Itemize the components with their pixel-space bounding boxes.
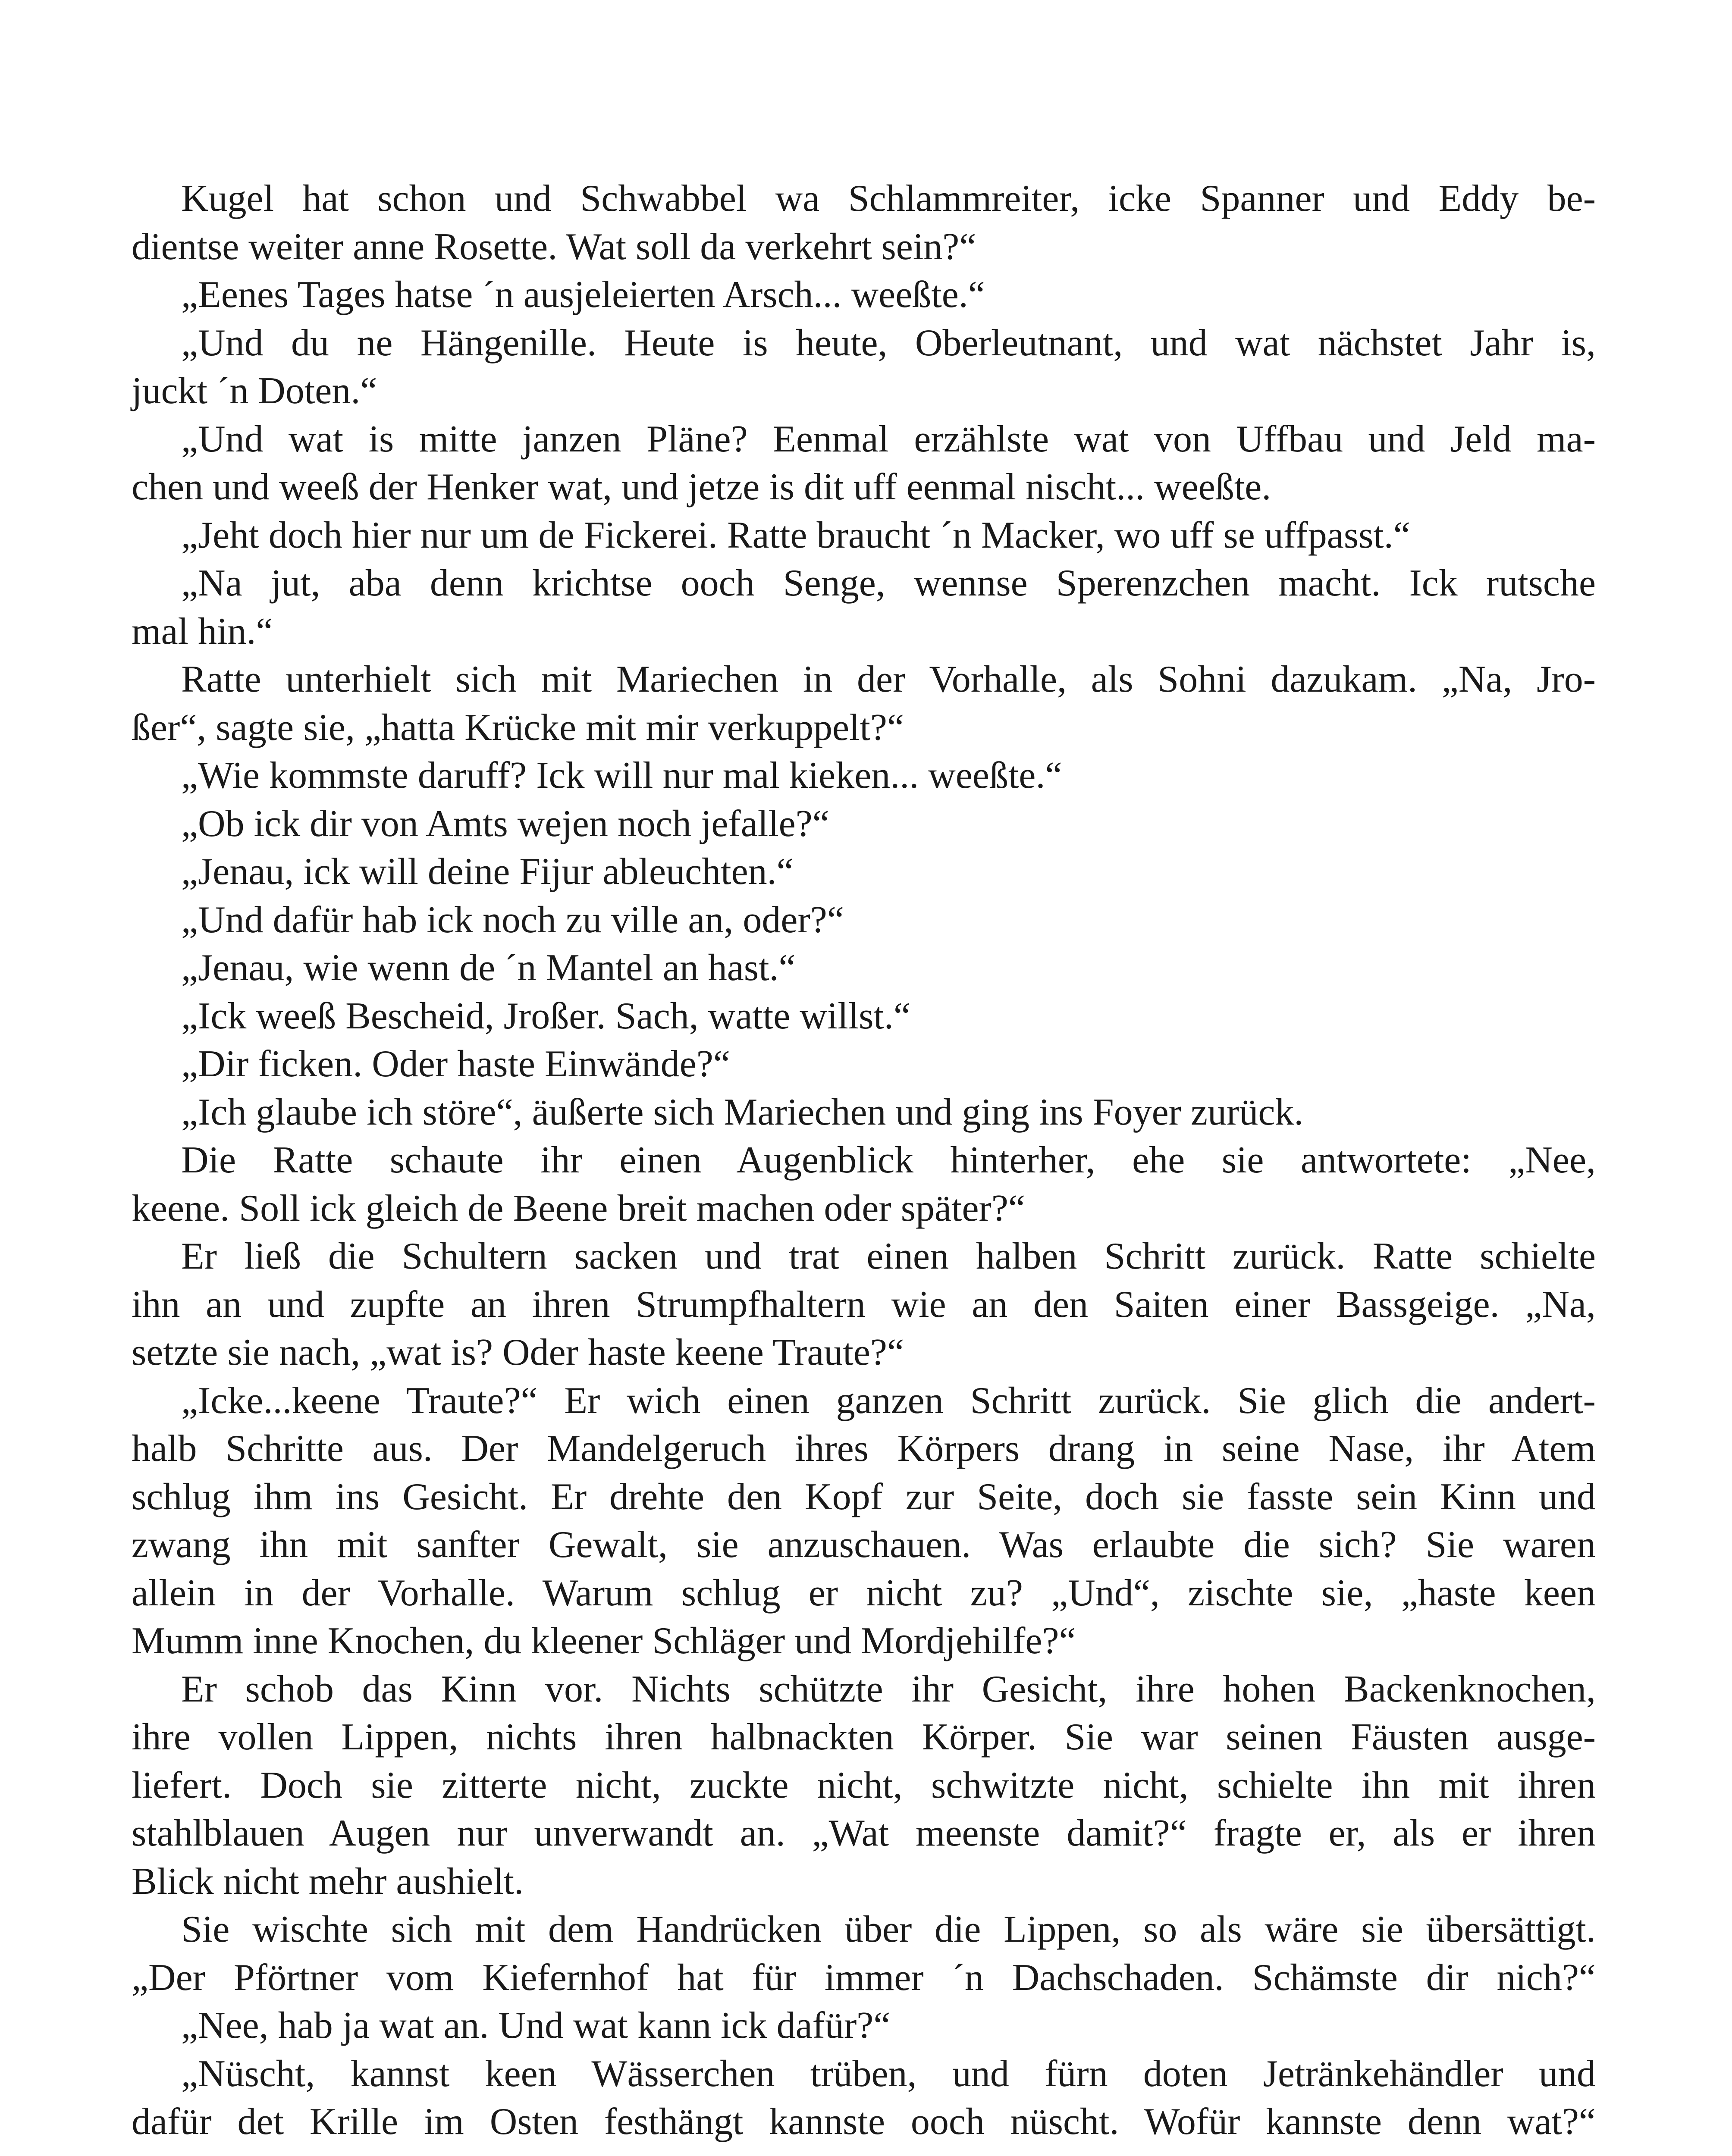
text-line: ihn an und zupfte an ihren Strumpfhaltern wie an den Saiten einer Bassgeige. „Na, [132,1283,1596,1326]
text-line: „Nüscht, kannst keen Wässerchen trüben, und fürn doten Jetränkehändler und [181,2053,1596,2095]
text-line: Ratte unterhielt sich mit Mariechen in der Vorhalle, als Sohni dazukam. „Na, Jro- [181,658,1596,700]
text-line: stahlblauen Augen nur unverwandt an. „Wat meenste damit?“ fragte er, als er ihren [132,1812,1596,1854]
text-line: setzte sie nach, „wat is? Oder haste keene Traute?“ [132,1332,904,1373]
text-line: „Ob ick dir von Amts wejen noch jefalle?“ [181,802,829,845]
text-line: „Jeht doch hier nur um de Fickerei. Ratte braucht ´n Macker, wo uff se uffpasst.“ [181,514,1410,556]
text-line: dientse weiter anne Rosette. Wat soll da verkehrt sein?“ [132,226,976,268]
text-line: „Nee, hab ja wat an. Und wat kann ick dafür?“ [181,2005,891,2046]
text-line: „Ich glaube ich störe“, äußerte sich Mariechen und ging ins Foyer zurück. [181,1091,1304,1133]
text-line: halb Schritte aus. Der Mandelgeruch ihres Körpers drang in seine Nase, ihr Atem [132,1428,1596,1470]
text-line: Mumm inne Knochen, du kleener Schläger und Mordjehilfe?“ [132,1620,1076,1662]
text-line: zwang ihn mit sanfter Gewalt, sie anzuschauen. Was erlaubte die sich? Sie waren [132,1524,1596,1566]
text-line: mal hin.“ [132,610,273,652]
text-line: dafür det Krille im Osten festhängt kannste ooch nüscht. Wofür kannste denn wat?“ [132,2101,1596,2143]
text-line: Blick nicht mehr aushielt. [132,1860,524,1902]
text-line: „Na jut, aba denn krichtse ooch Senge, wennse Sperenzchen macht. Ick rutsche [181,562,1596,604]
text-line: „Wie kommste daruff? Ick will nur mal kieken... weeßte.“ [181,755,1062,796]
text-line: Kugel hat schon und Schwabbel wa Schlammreiter, icke Spanner und Eddy be- [181,178,1596,219]
text-line: Sie wischte sich mit dem Handrücken über die Lippen, so als wäre sie übersättigt. [181,1908,1596,1950]
body-text [132,175,1596,2146]
text-line: ihre vollen Lippen, nichts ihren halbnackten Körper. Sie war seinen Fäusten ausge- [132,1716,1596,1758]
text-line: Die Ratte schaute ihr einen Augenblick hinterher, ehe sie antwortete: „Nee, [181,1139,1596,1181]
text-line: chen und weeß der Henker wat, und jetze is dit uff eenmal nischt... weeßte. [132,466,1271,508]
text-line: allein in der Vorhalle. Warum schlug er nicht zu? „Und“, zischte sie, „haste keen [132,1572,1596,1614]
text-line: „Und dafür hab ick noch zu ville an, oder?“ [181,899,844,941]
text-line: „Icke...keene Traute?“ Er wich einen ganzen Schritt zurück. Sie glich die andert- [181,1379,1596,1422]
text-line: „Eenes Tages hatse ´n ausjeleierten Arsch... weeßte.“ [181,274,985,316]
text-line: Er ließ die Schultern sacken und trat einen halben Schritt zurück. Ratte schielte [181,1235,1596,1277]
text-line: „Jenau, wie wenn de ´n Mantel an hast.“ [181,947,796,989]
text-line: „Und wat is mitte janzen Pläne? Eenmal erzählste wat von Uffbau und Jeld ma- [181,418,1596,460]
text-line: „Und du ne Hängenille. Heute is heute, Oberleutnant, und wat nächstet Jahr is, [181,322,1596,364]
text-line: ßer“, sagte sie, „hatta Krücke mit mir verkuppelt?“ [132,706,904,749]
text-line: schlug ihm ins Gesicht. Er drehte den Kopf zur Seite, doch sie fasste sein Kinn und [132,1476,1596,1518]
text-line: „Ick weeß Bescheid, Jroßer. Sach, watte willst.“ [181,995,910,1037]
text-line: „Jenau, ick will deine Fijur ableuchten.“ [181,851,794,893]
text-line: liefert. Doch sie zitterte nicht, zuckte nicht, schwitzte nicht, schielte ihn mit ihren [132,1764,1596,1806]
text-line: „Der Pförtner vom Kiefernhof hat für immer ´n Dachschaden. Schämste dir nich?“ [132,1956,1596,1999]
text-line: juckt ´n Doten.“ [132,370,377,412]
text-line: Er schob das Kinn vor. Nichts schützte ihr Gesicht, ihre hohen Backenknochen, [181,1668,1596,1710]
text-line: „Dir ficken. Oder haste Einwände?“ [181,1043,730,1085]
text-line: keene. Soll ick gleich de Beene breit machen oder später?“ [132,1187,1025,1229]
